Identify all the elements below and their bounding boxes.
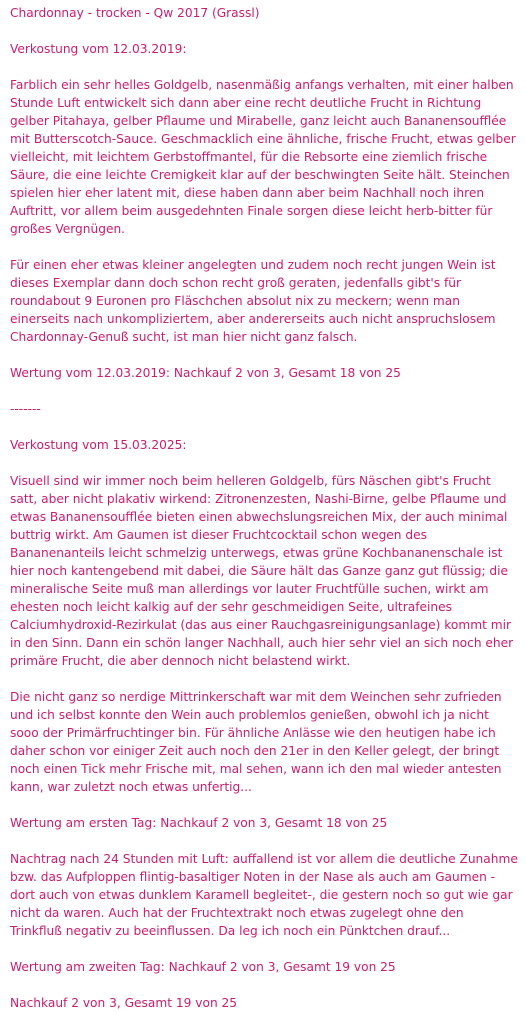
final-rating: Nachkauf 2 von 3, Gesamt 19 von 25 (10, 996, 238, 1010)
rating-2019: Wertung vom 12.03.2019: Nachkauf 2 von 3, Gesamt 18 von 25 (10, 366, 401, 380)
wine-title: Chardonnay - trocken - Qw 2017 (Grassl) (10, 6, 260, 20)
tasting-2025-companions: Die nicht ganz so nerdige Mittrinkerschaft war mit dem Weinchen sehr zufrieden und ich selbst konnte den Wein auch problemlos genießen, obwohl ich ja nicht sooo der Primärfruchtinger bin. Für ähnliche Anlässe wie den heutigen habe ich daher schon vor einiger Zeit auch noch den 21er in den Keller gelegt, der bringt noch einen Tick mehr Frische mit, mal sehen, wann ich den mal wieder antesten kann, war zuletzt noch etwas unfertig... (10, 690, 502, 794)
rating-2025-day-one: Wertung am ersten Tag: Nachkauf 2 von 3, Gesamt 18 von 25 (10, 816, 388, 830)
section-separator: ------- (10, 402, 41, 416)
addendum-24-hours: Nachtrag nach 24 Stunden mit Luft: auffallend ist vor allem die deutliche Zunahme bzw. das Aufploppen flintig-basaltiger Noten in der Nase als auch am Gaumen -dort auch von etwas dunklem Karamell begleitet-, die gestern noch so gut wie gar nicht da waren. Auch hat der Fruchtextrakt noch etwas zugelegt ohne den Trinkfluß negativ zu beeinflussen. Da leg ich noch ein Pünktchen drauf... (10, 852, 518, 938)
tasting-2025-description: Visuell sind wir immer noch beim helleren Goldgelb, fürs Näschen gibt's Frucht satt, aber nicht plakativ wirkend: Zitronenzesten, Nashi-Birne, gelbe Pflaume und etwas Bananensoufflée bieten einen abwechslungsreichen Mix, der auch minimal buttrig wirkt. Am Gaumen ist dieser Fruchtcocktail schon wegen des Bananenanteils leicht schmelzig unterwegs, etwas grüne Kochbananenschale ist hier noch kantengebend mit dabei, die Säure hält das Ganze ganz gut flüssig; die mineralische Seite muß man allerdings vor lauter Fruchtfülle suchen, wirkt am ehesten noch leicht kalkig auf der sehr geschmeidigen Seite, ultrafeines Calciumhydroxid-Rezirkulat (das aus einer Rauchgasreinigungsanlage) kommt mir in den Sinn. Dann ein schön langer Nachhall, auch hier sehr viel an sich noch eher primäre Frucht, die aber dennoch nicht belastend wirkt. (10, 474, 514, 668)
tasting-2019-description: Farblich ein sehr helles Goldgelb, nasenmäßig anfangs verhalten, mit einer halben Stunde Luft entwickelt sich dann aber eine recht deutliche Frucht in Richtung gelber Pitahaya, gelber Pflaume und Mirabelle, ganz leicht auch Bananensoufflée mit Butterscotch-Sauce. Geschmacklich eine ähnliche, frische Frucht, etwas gelber vielleicht, mit leichtem Gerbstoffmantel, für die Rebsorte eine ziemlich frische Säure, die eine leichte Cremigkeit klar auf der beschwingten Seite hält. Steinchen spielen hier eher latent mit, diese haben dann aber beim Nachhall noch ihren Auftritt, vor allem beim ausgedehnten Finale sorgen diese leicht herb-bitter für großes Vergnügen. (10, 78, 516, 236)
rating-2025-day-two: Wertung am zweiten Tag: Nachkauf 2 von 3, Gesamt 19 von 25 (10, 960, 396, 974)
tasting-heading-2019: Verkostung vom 12.03.2019: (10, 42, 187, 56)
tasting-heading-2025: Verkostung vom 15.03.2025: (10, 438, 187, 452)
tasting-2019-conclusion: Für einen eher etwas kleiner angelegten und zudem noch recht jungen Wein ist dieses Exemplar dann doch schon recht groß geraten, jedenfalls gibt's für roundabout 9 Euronen pro Fläschchen absolut nix zu meckern; wenn man einerseits nach unkompliziertem, aber andererseits auch nicht anspruchslosem Chardonnay-Genuß sucht, ist man hier nicht ganz falsch. (10, 258, 496, 344)
